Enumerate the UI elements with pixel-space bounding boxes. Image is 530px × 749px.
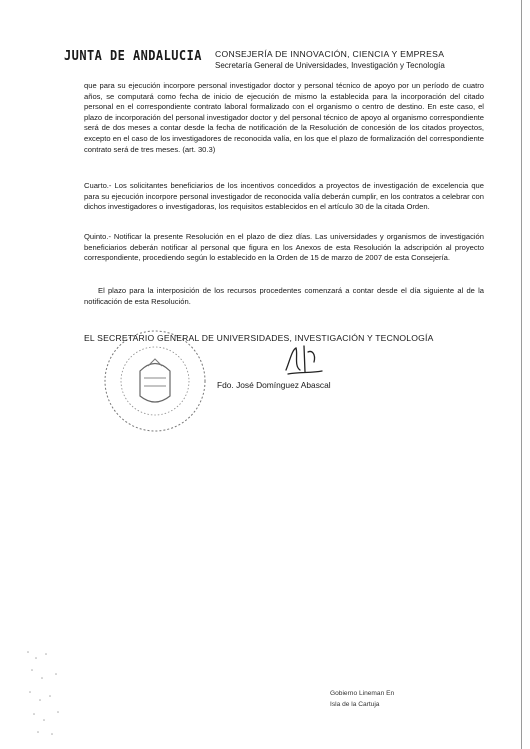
junta-de-andalucia-logo: JUNTA DE ANDALUCIA bbox=[64, 49, 202, 64]
paragraph-cuarto: Cuarto.- Los solicitantes beneficiarios de los incentivos concedidos a proyectos de investigación de excelencia que para su ejecución incorpore personal investigador de reconocida valía deberán cumplir, en los contratos a celebrar con dichos investigadores o investigadoras, los requisitos establecidos en el artículo 30 de la citada Orden. bbox=[84, 181, 484, 212]
department-name: CONSEJERÍA DE INNOVACIÓN, CIENCIA Y EMPRESA bbox=[215, 49, 445, 59]
signed-by-name: Fdo. José Domínguez Abascal bbox=[217, 380, 331, 390]
signer-title: EL SECRETARIO GENERAL DE UNIVERSIDADES, INVESTIGACIÓN Y TECNOLOGÍA bbox=[84, 333, 434, 343]
paragraph-quinto: Quinto.- Notificar la presente Resolución en el plazo de diez días. Las universidades y organismos de investigación beneficiarios deberán notificar al personal que figura en los Anexos de esta Resolución la adscripción al proyecto correspondiente, procediendo según lo establecido en la Orden de 15 de marzo de 2007 de esta Consejería. bbox=[84, 232, 484, 263]
handwritten-signature bbox=[278, 340, 328, 380]
footer-address-line-1: Gobierno Lineman En bbox=[330, 690, 395, 697]
footer-address-line-2: Isla de la Cartuja bbox=[330, 701, 380, 708]
paragraph-continuation: que para su ejecución incorpore personal investigador doctor y personal técnico de apoyo por un período de cuatro años, se computará como fecha de inicio de ejecución de mismo la establecida para la incorporación del citado personal en el correspondiente contrato laboral formalizado con el organismo o centro de destino. En este caso, el plazo de incorporación del personal investigador doctor y del personal técnico de apoyo al organismo correspondiente será de dos meses a contar desde la fecha de notificación de la Resolución de concesión de los citados proyectos, excepto en el caso de los investigadores de reconocida valía, en los que el plazo de formalización del correspondiente contrato será de tres meses. (art. 30.3) bbox=[84, 81, 484, 154]
paragraph-plazo: El plazo para la interposición de los recursos procedentes comenzará a contar desde el día siguiente al de la notificación de esta Resolución. bbox=[84, 286, 484, 306]
scan-edge-line bbox=[521, 0, 522, 749]
secretariat-name: Secretaría General de Universidades, Investigación y Tecnología bbox=[215, 61, 445, 70]
scan-noise-dots bbox=[22, 648, 72, 738]
